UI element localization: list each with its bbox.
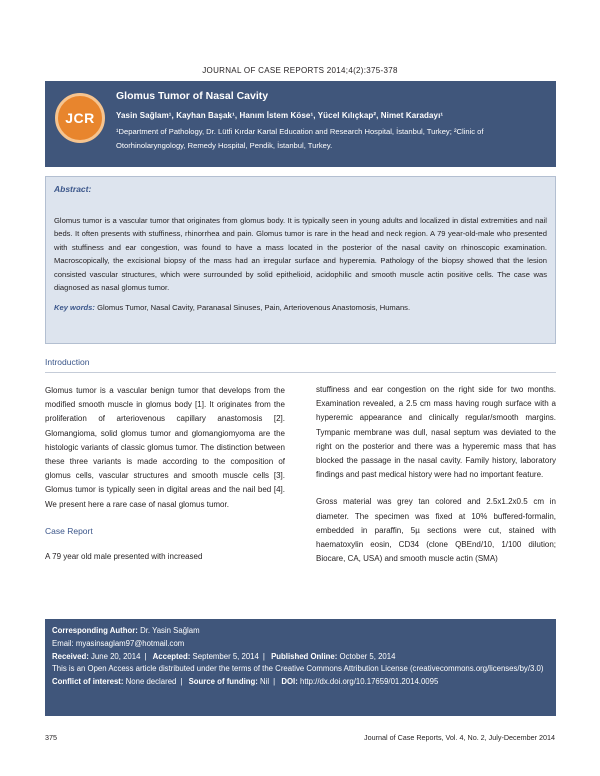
affiliations: ¹Department of Pathology, Dr. Lütfi Kırdar Kartal Education and Research Hospital, İstanbul, Turkey; ²Clinic of Otorhinolaryngology, Remedy Hospital, Pendik, İstanbul, Turkey. — [116, 127, 484, 150]
jcr-logo — [55, 93, 105, 143]
case-paragraph-continued: stuffiness and ear congestion on the right side for two months. Examination revealed, a 2.5 cm mass having rough surface with a hyperemic appearance and clinically regular/smooth margins. Tympanic membrane was dull, nasal septum was deviated to the right on the posterior and there was a hyperemic mass that has blocked the passage in the nasal cavity. Family history, laboratory findings and past medical history were had no important feature. — [316, 385, 556, 480]
corresponding-label: Corresponding Author: — [52, 626, 138, 635]
title-band — [45, 81, 556, 167]
journal-header: JOURNAL OF CASE REPORTS 2014;4(2):375-378 — [202, 66, 398, 75]
dates-line: Received: June 20, 2014 | Accepted: September 5, 2014 | Published Online: October 5, 2014 — [52, 651, 396, 661]
corresponding-author — [52, 625, 549, 638]
doi-label: DOI: — [281, 677, 298, 687]
abstract-text: Glomus tumor is a vascular tumor that originates from glomus body. It is typically seen in young adults and localized in distal extremities and nail beds. It often presents with stuffiness, rhinorrhea and pain. Glomus tumor is rare in the head and neck region. A 79 year-old-male who presented with stuffiness and ear congestion, was found to have a mass located in the posterior of the nasal cavity on rhinoscopic examination. Macroscopically, the excisional biopsy of the mass had an irregular surface and hyperemia. Pathology of the biopsy showed that the lesion consisted vascular structures, which were surrounded by solid epithelioid, acidophilic and smooth muscle actin positive cells. The case was diagnosed as nasal glomus tumor. — [54, 216, 547, 293]
funding-value: Nil — [260, 677, 270, 687]
keywords-list: Glomus Tumor, Nasal Cavity, Paranasal Sinuses, Pain, Arteriovenous Anastomosis, Humans. — [97, 303, 411, 313]
abstract-heading: Abstract: — [54, 184, 92, 194]
author-email: Email: myasinsaglam97@hotmail.com — [52, 638, 185, 648]
article-title: Glomus Tumor of Nasal Cavity — [116, 90, 269, 102]
accepted-value: September 5, 2014 — [192, 651, 259, 661]
logo-text: JCR — [65, 110, 95, 126]
section-divider — [45, 372, 556, 373]
keywords-label: Key words: — [54, 303, 95, 313]
case-report-heading: Case Report — [45, 525, 93, 536]
introduction-heading: Introduction — [45, 357, 90, 367]
abstract-box — [45, 176, 556, 344]
gross-paragraph: Gross material was grey tan colored and 2.5x1.2x0.5 cm in diameter. The specimen was fixed at 10% buffered-formalin, embedded in paraffin, 5µ sections were cut, stained with haematoxylin eosin, CD34 (clone QBEnd/10, 1/100 dilution; Biocare, CA, USA) and smooth muscle actin (SMA) — [316, 497, 556, 564]
corresponding-value: Dr. Yasin Sağlam — [140, 626, 200, 635]
author-list: Yasin Sağlam¹, Kayhan Başak¹, Hanım İstem Köse¹, Yücel Kılıçkap², Nimet Karadayı¹ — [116, 111, 444, 120]
page-number: 375 — [45, 733, 57, 742]
license-text: This is an Open Access article distributed under the terms of the Creative Commons Attribution License (creativecommons.org/licenses/by/3.0) — [52, 664, 544, 674]
journal-footer: Journal of Case Reports, Vol. 4, No. 2, July-December 2014 — [364, 733, 555, 742]
received-value: June 20, 2014 — [91, 651, 141, 661]
published-label: Published Online: — [271, 651, 338, 661]
doi-link[interactable]: http://dx.doi.org/10.17659/01.2014.0095 — [300, 677, 439, 687]
published-value: October 5, 2014 — [339, 651, 396, 661]
conflict-value: None declared — [125, 677, 177, 687]
right-column — [316, 383, 556, 566]
received-label: Received: — [52, 651, 89, 661]
case-paragraph-start: A 79 year old male presented with increased — [45, 552, 203, 562]
disclosure-line: Conflict of interest: None declared | Source of funding: Nil | DOI: http://dx.doi.org/10.17659/01.2014.0095 — [52, 677, 439, 687]
article-info-band — [45, 619, 556, 716]
intro-paragraph: Glomus tumor is a vascular benign tumor that develops from the modified smooth muscle in glomus body [1]. It originates from the proliferation of arteriovenous capillary anastomosis [2]. Glomangioma, solid glomus tumor and glomangiomyoma are the histologic variants of classic glomus tumor. The distinction between these three variants is made according to the composition of glomus cells, vascular structures and smooth muscle cells [3]. Glomus tumor is typically seen in digital areas and the nail bed [4]. We present here a rare case of nasal glomus tumor. — [45, 386, 285, 509]
funding-label: Source of funding: — [188, 677, 258, 687]
left-column — [45, 384, 285, 564]
accepted-label: Accepted: — [152, 651, 191, 661]
conflict-label: Conflict of interest: — [52, 677, 124, 687]
keywords — [54, 302, 547, 314]
